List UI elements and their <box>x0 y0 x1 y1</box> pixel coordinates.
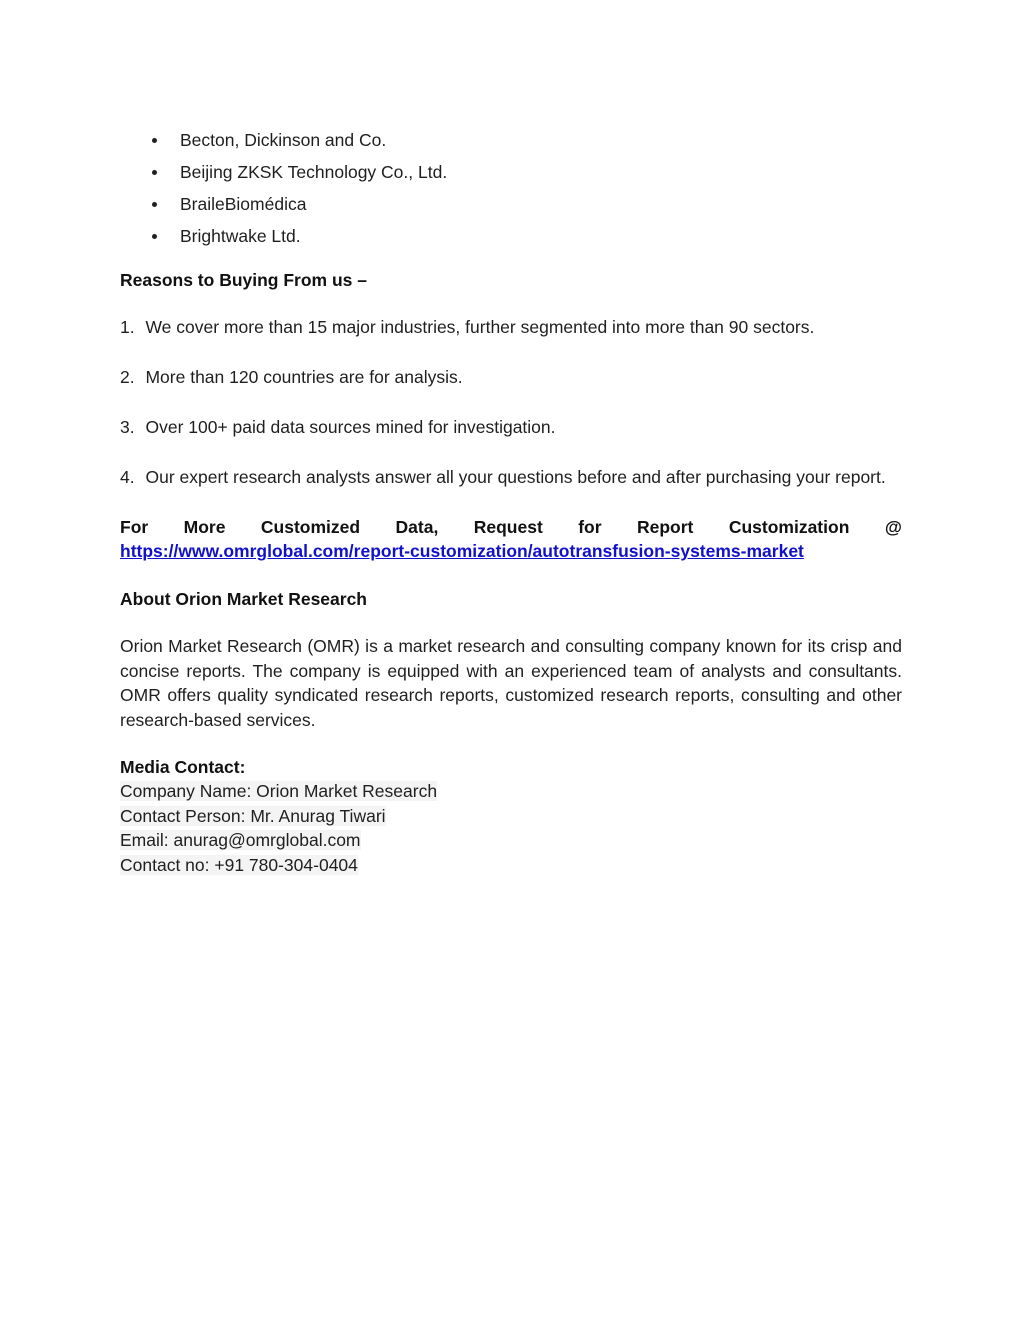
reason-text: We cover more than 15 major industries, further segmented into more than 90 sectors. <box>145 317 815 337</box>
reason-item <box>120 363 902 392</box>
about-heading: About Orion Market Research <box>120 589 367 609</box>
customization-link[interactable]: https://www.omrglobal.com/report-customization/autotransfusion-systems-market <box>120 541 804 561</box>
contact-company <box>120 779 902 804</box>
customization-word: Data, <box>395 517 439 537</box>
company-name: Brightwake Ltd. <box>180 226 301 246</box>
customization-word: For <box>120 517 149 537</box>
contact-email-text: Email: anurag@omrglobal.com <box>120 830 361 850</box>
bullet-icon <box>152 170 157 175</box>
reason-item <box>120 463 902 492</box>
reasons-heading: Reasons to Buying From us – <box>120 270 367 290</box>
reason-number: 2. <box>120 367 135 387</box>
contact-company-text: Company Name: Orion Market Research <box>120 781 438 801</box>
bullet-icon <box>152 138 157 143</box>
list-item <box>120 190 902 222</box>
company-list <box>120 126 902 254</box>
contact-email <box>120 828 902 853</box>
customization-word: Request <box>473 517 543 537</box>
reason-text: Our expert research analysts answer all your questions before and after purchasing your report. <box>145 467 886 487</box>
company-name: Becton, Dickinson and Co. <box>180 130 387 150</box>
list-item <box>120 126 902 158</box>
bullet-icon <box>152 234 157 239</box>
bullet-icon <box>152 202 157 207</box>
reason-text: More than 120 countries are for analysis. <box>145 367 463 387</box>
customization-line <box>120 515 902 539</box>
reason-text: Over 100+ paid data sources mined for investigation. <box>145 417 556 437</box>
media-contact-heading: Media Contact: <box>120 757 246 777</box>
reason-number: 1. <box>120 317 135 337</box>
reason-item <box>120 413 902 442</box>
contact-phone-text: Contact no: +91 780-304-0404 <box>120 854 358 875</box>
reason-number: 4. <box>120 467 135 487</box>
contact-phone <box>120 853 902 878</box>
list-item <box>120 158 902 190</box>
customization-word: Customization <box>728 517 850 537</box>
customization-word: Report <box>637 517 694 537</box>
customization-word: for <box>578 517 602 537</box>
reasons-list <box>120 313 902 492</box>
customization-word: More <box>183 517 226 537</box>
company-name: Beijing ZKSK Technology Co., Ltd. <box>180 162 448 182</box>
document-page <box>120 126 902 877</box>
customization-word: @ <box>884 517 902 537</box>
reason-item <box>120 313 902 342</box>
company-name: BraileBiomédica <box>180 194 307 214</box>
contact-person-text: Contact Person: Mr. Anurag Tiwari <box>120 805 386 826</box>
contact-person <box>120 804 902 829</box>
customization-request <box>120 515 902 563</box>
list-item <box>120 222 902 254</box>
reason-number: 3. <box>120 417 135 437</box>
about-paragraph: Orion Market Research (OMR) is a market research and consulting company known for its crisp and concise reports. The company is equipped with an experienced team of analysts and consultants. OMR offers quality syndicated research reports, customized research reports, consulting and other research-based services. <box>120 636 902 730</box>
customization-word: Customized <box>260 517 361 537</box>
